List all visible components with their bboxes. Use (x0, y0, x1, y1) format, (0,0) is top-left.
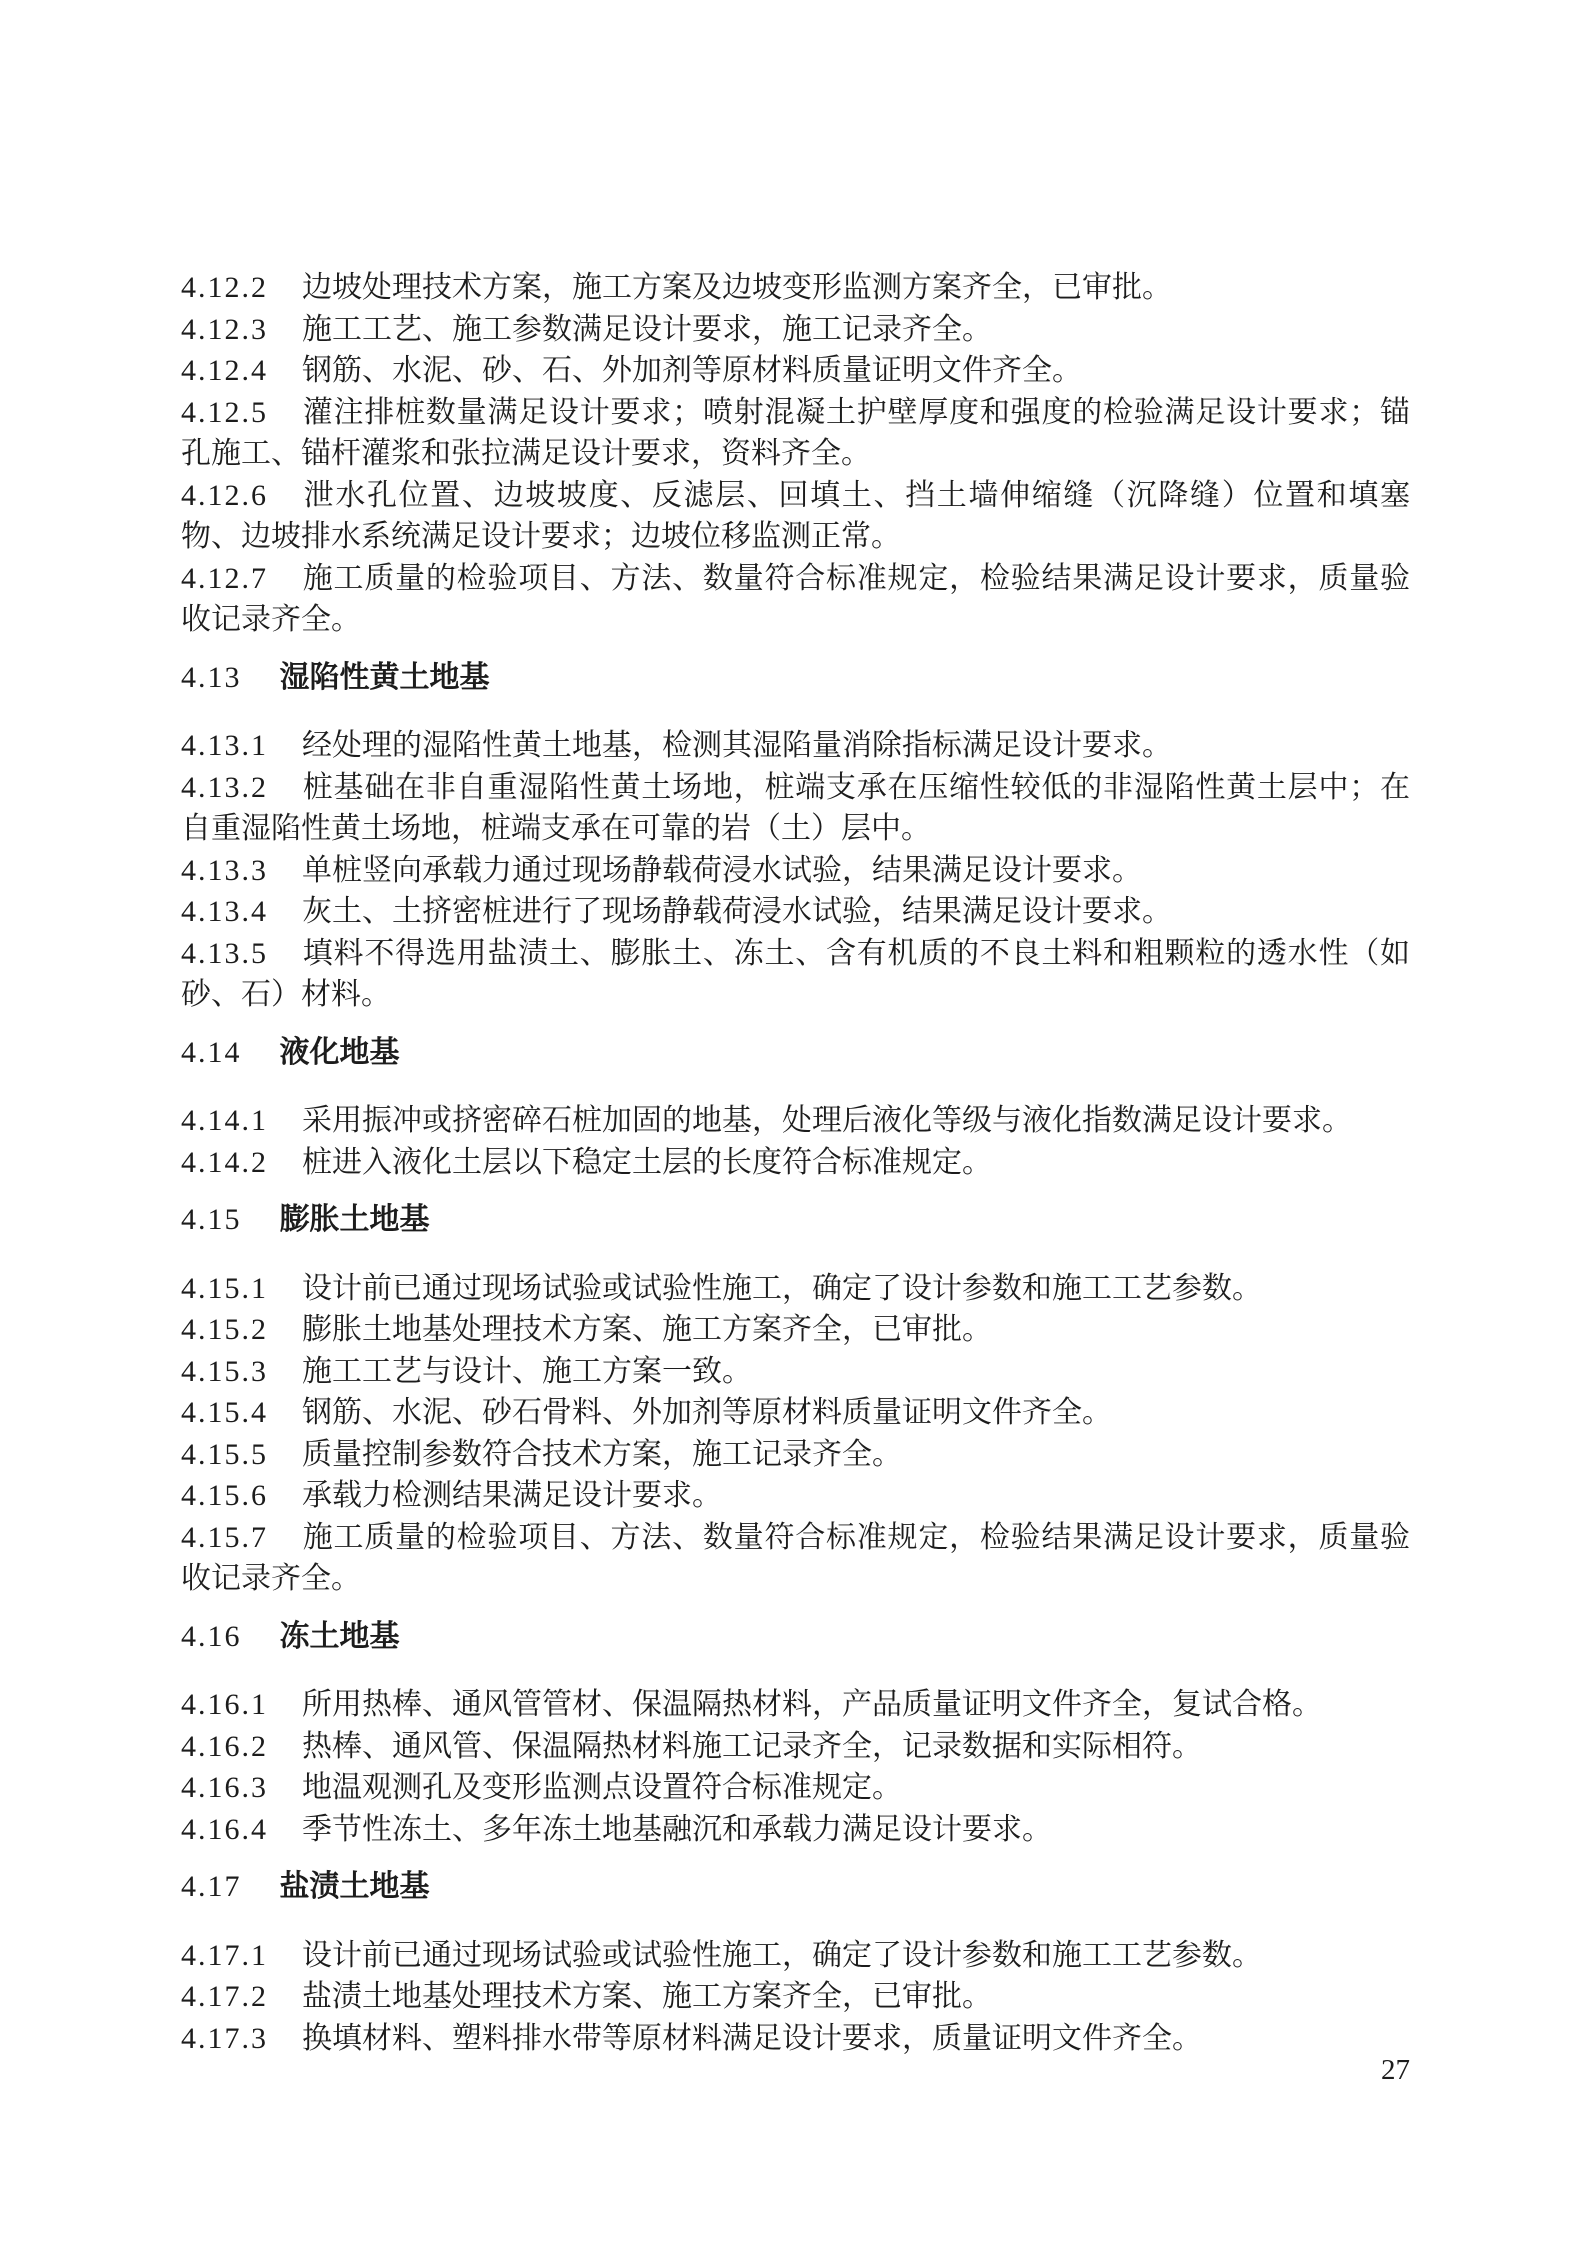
clause-4-13-1 (181, 725, 1410, 767)
clause-4-12-5 (181, 392, 1410, 475)
clause-text: 盐渍土地基处理技术方案、施工方案齐全，已审批。 (302, 1980, 992, 2013)
clause-number: 4.14.1 (181, 1104, 268, 1137)
clause-number: 4.12.2 (181, 271, 268, 304)
clause-text: 经处理的湿陷性黄土地基，检测其湿陷量消除指标满足设计要求。 (302, 729, 1172, 762)
clause-4-15-2 (181, 1309, 1410, 1351)
clause-4-16-3 (181, 1767, 1410, 1809)
clause-text: 填料不得选用盐渍土、膨胀土、冻土、含有机质的不良土料和粗颗粒的透水性（如砂、石）材料。 (181, 936, 1410, 1011)
clause-4-13-3 (181, 850, 1410, 892)
clause-number: 4.14.2 (181, 1145, 268, 1179)
page-number: 27 (1381, 2054, 1410, 2086)
section-number: 4.17 (181, 1870, 242, 1903)
clause-text: 泄水孔位置、边坡坡度、反滤层、回填土、挡土墙伸缩缝（沉降缝）位置和填塞物、边坡排水系统满足设计要求；边坡位移监测正常。 (181, 478, 1410, 553)
clause-text: 桩基础在非自重湿陷性黄土场地，桩端支承在压缩性较低的非湿陷性黄土层中；在自重湿陷性黄土场地，桩端支承在可靠的岩（土）层中。 (181, 770, 1410, 845)
clause-number: 4.16.2 (181, 1729, 268, 1763)
clause-text: 钢筋、水泥、砂石骨料、外加剂等原材料质量证明文件齐全。 (302, 1396, 1112, 1429)
clause-text: 采用振冲或挤密碎石桩加固的地基，处理后液化等级与液化指数满足设计要求。 (302, 1104, 1352, 1137)
clause-4-13-5 (181, 933, 1410, 1016)
document-content (181, 267, 1410, 2059)
clause-number: 4.17.2 (181, 1980, 268, 2013)
clause-text: 施工工艺、施工参数满足设计要求，施工记录齐全。 (302, 312, 992, 346)
clause-number: 4.12.7 (181, 561, 268, 595)
clause-4-13-4 (181, 891, 1410, 933)
clause-text: 季节性冻土、多年冻土地基融沉和承载力满足设计要求。 (302, 1812, 1052, 1846)
clause-number: 4.16.3 (181, 1771, 268, 1804)
clause-text: 地温观测孔及变形监测点设置符合标准规定。 (302, 1771, 902, 1804)
clause-number: 4.15.1 (181, 1271, 268, 1305)
clause-4-14-2 (181, 1142, 1410, 1184)
clause-number: 4.15.6 (181, 1479, 268, 1512)
clause-number: 4.16.1 (181, 1688, 268, 1721)
section-title: 盐渍土地基 (279, 1870, 430, 1903)
clause-4-15-6 (181, 1475, 1410, 1517)
clause-4-17-2 (181, 1976, 1410, 2018)
clause-text: 设计前已通过现场试验或试验性施工，确定了设计参数和施工工艺参数。 (302, 1271, 1262, 1305)
section-number: 4.16 (181, 1619, 242, 1653)
clause-number: 4.15.3 (181, 1354, 268, 1388)
clause-text: 单桩竖向承载力通过现场静载荷浸水试验，结果满足设计要求。 (302, 853, 1142, 887)
section-title: 冻土地基 (279, 1619, 400, 1653)
clause-number: 4.12.4 (181, 354, 268, 387)
clause-number: 4.15.5 (181, 1437, 268, 1471)
clause-number: 4.12.3 (181, 312, 268, 346)
clause-4-12-4 (181, 350, 1410, 392)
clause-number: 4.17.1 (181, 1938, 268, 1972)
clause-text: 灌注排桩数量满足设计要求；喷射混凝土护壁厚度和强度的检验满足设计要求；锚孔施工、锚杆灌浆和张拉满足设计要求，资料齐全。 (181, 395, 1410, 470)
clause-text: 钢筋、水泥、砂、石、外加剂等原材料质量证明文件齐全。 (302, 354, 1082, 387)
clause-4-15-5 (181, 1434, 1410, 1476)
clause-4-17-1 (181, 1935, 1410, 1977)
clause-4-12-2 (181, 267, 1410, 309)
section-heading-4-15 (181, 1199, 1410, 1241)
clause-text: 桩进入液化土层以下稳定土层的长度符合标准规定。 (302, 1145, 992, 1179)
clause-4-12-6 (181, 475, 1410, 558)
section-title: 膨胀土地基 (279, 1203, 430, 1236)
clause-4-16-2 (181, 1726, 1410, 1768)
clause-number: 4.13.3 (181, 853, 268, 887)
section-heading-4-16 (181, 1616, 1410, 1658)
clause-text: 施工工艺与设计、施工方案一致。 (302, 1354, 752, 1388)
clause-number: 4.13.2 (181, 770, 268, 804)
section-title: 湿陷性黄土地基 (279, 660, 490, 694)
section-number: 4.13 (181, 660, 242, 694)
clause-number: 4.17.3 (181, 2021, 268, 2055)
section-title: 液化地基 (279, 1035, 400, 1069)
clause-number: 4.12.6 (181, 478, 268, 512)
clause-number: 4.16.4 (181, 1812, 268, 1846)
clause-text: 承载力检测结果满足设计要求。 (302, 1479, 722, 1512)
clause-4-15-7 (181, 1517, 1410, 1600)
clause-4-12-3 (181, 309, 1410, 351)
section-heading-4-13 (181, 657, 1410, 699)
clause-text: 所用热棒、通风管管材、保温隔热材料，产品质量证明文件齐全，复试合格。 (302, 1688, 1322, 1721)
clause-number: 4.15.7 (181, 1520, 268, 1554)
clause-number: 4.15.2 (181, 1313, 268, 1346)
clause-4-15-4 (181, 1392, 1410, 1434)
clause-text: 设计前已通过现场试验或试验性施工，确定了设计参数和施工工艺参数。 (302, 1938, 1262, 1972)
clause-4-16-1 (181, 1684, 1410, 1726)
clause-4-13-2 (181, 767, 1410, 850)
section-heading-4-14 (181, 1032, 1410, 1074)
section-heading-4-17 (181, 1866, 1410, 1908)
clause-number: 4.12.5 (181, 395, 268, 429)
clause-text: 边坡处理技术方案，施工方案及边坡变形监测方案齐全，已审批。 (302, 271, 1172, 304)
clause-number: 4.13.4 (181, 895, 268, 928)
clause-number: 4.13.5 (181, 936, 268, 970)
clause-number: 4.13.1 (181, 729, 268, 762)
clause-text: 施工质量的检验项目、方法、数量符合标准规定，检验结果满足设计要求，质量验收记录齐全。 (181, 561, 1410, 636)
clause-4-15-1 (181, 1268, 1410, 1310)
clause-text: 热棒、通风管、保温隔热材料施工记录齐全，记录数据和实际相符。 (302, 1729, 1202, 1763)
clause-text: 质量控制参数符合技术方案，施工记录齐全。 (302, 1437, 902, 1471)
clause-number: 4.15.4 (181, 1396, 268, 1429)
clause-text: 换填材料、塑料排水带等原材料满足设计要求，质量证明文件齐全。 (302, 2021, 1202, 2055)
clause-4-14-1 (181, 1100, 1410, 1142)
clause-text: 膨胀土地基处理技术方案、施工方案齐全，已审批。 (302, 1313, 992, 1346)
section-number: 4.14 (181, 1035, 242, 1069)
clause-text: 施工质量的检验项目、方法、数量符合标准规定，检验结果满足设计要求，质量验收记录齐全。 (181, 1520, 1410, 1595)
clause-4-12-7 (181, 558, 1410, 641)
clause-4-16-4 (181, 1809, 1410, 1851)
clause-4-15-3 (181, 1351, 1410, 1393)
clause-text: 灰土、土挤密桩进行了现场静载荷浸水试验，结果满足设计要求。 (302, 895, 1172, 928)
section-number: 4.15 (181, 1203, 242, 1236)
